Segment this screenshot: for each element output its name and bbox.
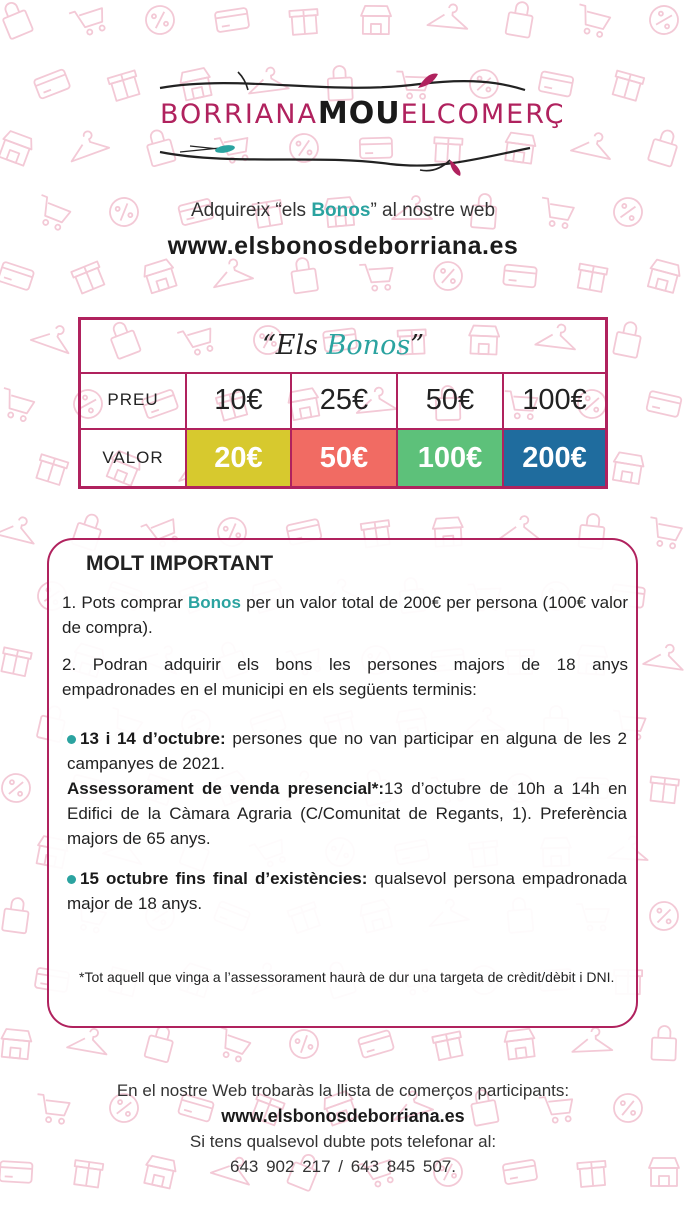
bonos-price-table — [78, 317, 608, 489]
bullet-dot-icon — [67, 875, 76, 884]
p1-after: per un valor total de 200€ per persona (100€ valor de compra). — [62, 593, 628, 637]
value-cell: 200€ — [504, 430, 605, 486]
price-cell: 25€ — [292, 372, 398, 428]
intro-after: ” al nostre web — [370, 200, 496, 221]
logo-wordmark — [160, 96, 566, 131]
intro-text — [0, 200, 686, 222]
b1-bold: 13 i 14 d’octubre: — [80, 729, 226, 748]
footer-line-1: En el nostre Web trobaràs la llista de comerços participants: — [116, 1081, 570, 1100]
footnote: *Tot aquell que vinga a l’assessorament haurà de dur una targeta de crèdit/dèbit i DNI. — [79, 969, 615, 985]
table-title — [81, 320, 605, 374]
borriana-mou-el-comerc-logo — [150, 66, 566, 176]
schedule-bullet-1 — [67, 726, 627, 851]
logo-borriana-text: BORRIANA — [160, 99, 318, 130]
info-title: MOLT IMPORTANT — [86, 552, 274, 575]
p1-bonos: Bonos — [188, 593, 241, 612]
bullet-dot-icon — [67, 735, 76, 744]
price-cell: 10€ — [187, 372, 292, 428]
price-cell: 100€ — [522, 383, 587, 416]
value-cell: 50€ — [292, 430, 398, 486]
b1-text2: 13 d’octubre de 10h a 14h en Edifici de la Càmara Agraria (C/Comunitat de Regants, 1). Preferència majors de 65 anys. — [67, 779, 627, 848]
b2-bold: 15 octubre fins final d’existències: — [80, 869, 368, 888]
table-title-bonos: Bonos — [326, 330, 411, 361]
logo-mou-text: MOU — [317, 96, 401, 131]
price-row-label: PREU — [81, 372, 187, 428]
p1-before: 1. Pots comprar — [62, 593, 189, 612]
schedule-bullet-2 — [67, 866, 627, 916]
footer-website-link[interactable]: www.elsbonosdeborriana.es — [221, 1106, 465, 1126]
footer-phone-numbers[interactable]: 643 902 217 / 643 845 507. — [230, 1157, 456, 1176]
price-cell: 50€ — [398, 372, 504, 428]
footer-line-3: Si tens qualsevol dubte pots telefonar al: — [189, 1132, 497, 1151]
intro-bonos: Bonos — [311, 200, 371, 221]
logo-elcomerc-text: ELCOMERÇ — [400, 99, 566, 130]
important-info-box — [47, 538, 638, 1028]
table-title-before: “Els — [261, 330, 327, 361]
value-cell: 100€ — [398, 430, 504, 486]
price-row — [81, 372, 605, 430]
b1-bold2: Assessorament de venda presencial*: — [67, 779, 385, 798]
info-point-2: 2. Podran adquirir els bons les persones majors de 18 anys empadronades en el municipi en els següents terminis: — [62, 655, 628, 699]
value-row-label: VALOR — [81, 430, 187, 486]
info-point-1 — [62, 590, 628, 640]
value-cell: 20€ — [187, 430, 292, 486]
website-url[interactable]: www.elsbonosdeborriana.es — [167, 232, 519, 260]
table-title-after: ” — [410, 330, 424, 361]
b1-text: persones que no van participar en alguna de les 2 campanyes de 2021. — [67, 729, 627, 773]
b2-text: qualsevol persona empadronada major de 18 anys. — [67, 869, 627, 913]
intro-before: Adquireix “els — [190, 200, 312, 221]
value-row — [81, 430, 605, 486]
